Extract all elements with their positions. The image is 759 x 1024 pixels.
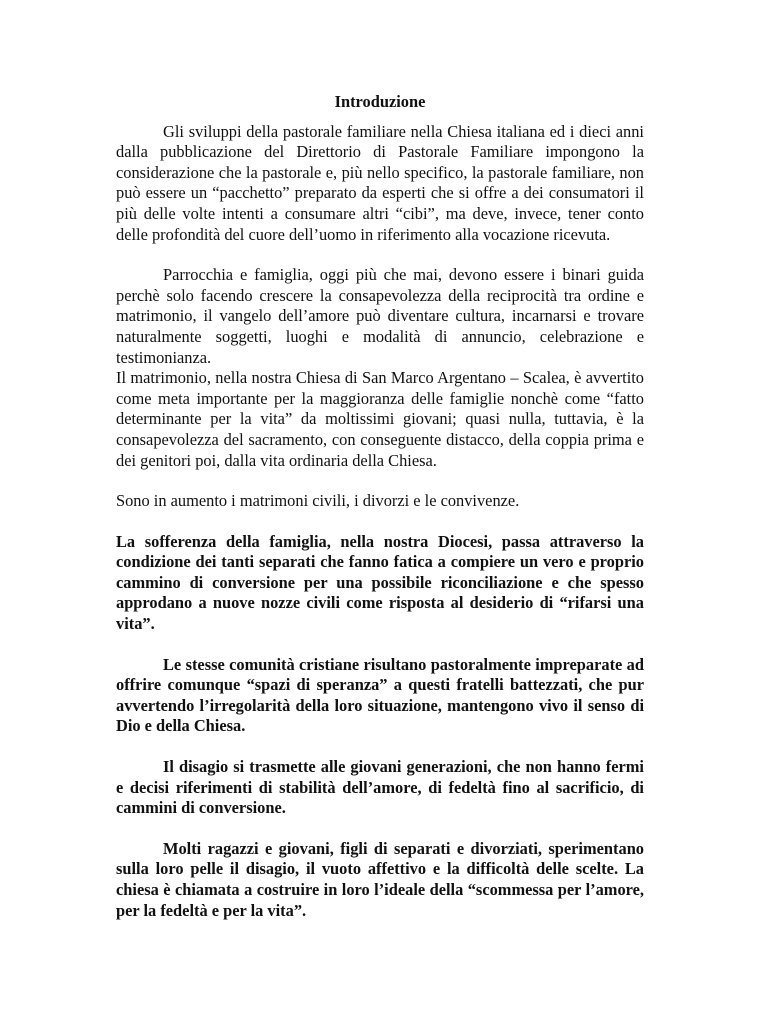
document-page [116,92,644,921]
paragraph-sofferenza: La sofferenza della famiglia, nella nostra Diocesi, passa attraverso la condizione dei tanti separati che fanno fatica a compiere un vero e proprio cammino di conversione per una possibile riconciliazione e che spesso approdano a nuove nozze civili come risposta al desiderio di “rifarsi una vita”. [116,531,644,634]
paragraph-matrimonio: Il matrimonio, nella nostra Chiesa di San Marco Argentano – Scalea, è avvertito come meta importante per la maggioranza delle famiglie nonchè come “fatto determinante per la vita” da moltissimi giovani; quasi nulla, tuttavia, è la consapevolezza del sacramento, con conseguente distacco, della coppia prima e dei genitori poi, dalla vita ordinaria della Chiesa. [116,368,644,470]
paragraph-aumento: Sono in aumento i matrimoni civili, i divorzi e le convivenze. [116,491,520,511]
paragraph-intro: Gli sviluppi della pastorale familiare nella Chiesa italiana ed i dieci anni dalla pubblicazione del Direttorio di Pastorale Familiare impongono la considerazione che la pastorale e, più nello specifico, la pastorale familiare, non può essere un “pacchetto” preparato da esperti che si offre a dei consumatori il più delle volte intenti a consumare altri “cibi”, ma deve, invece, tener conto delle profondità del cuore dell’uomo in riferimento alla vocazione ricevuta. [116,121,644,244]
paragraph-parrocchia: Parrocchia e famiglia, oggi più che mai, devono essere i binari guida perchè solo facendo crescere la consapevolezza della reciprocità tra ordine e matrimonio, il vangelo dell’amore può diventare cultura, incarnarsi e trovare naturalmente soggetti, luoghi e modalità di annuncio, celebrazione e testimonianza. [116,265,644,367]
document-title: Introduzione [334,92,426,111]
paragraph-comunita: Le stesse comunità cristiane risultano pastoralmente impreparate ad offrire comunque “spazi di speranza” a questi fratelli battezzati, che pur avvertendo l’irregolarità della loro situazione, mantengono vivo il senso di Dio e della Chiesa. [116,654,644,736]
paragraph-disagio: Il disagio si trasmette alle giovani generazioni, che non hanno fermi e decisi riferimenti di stabilità dell’amore, di fedeltà fino al sacrificio, di cammini di conversione. [116,757,644,818]
paragraph-giovani: Molti ragazzi e giovani, figli di separati e divorziati, sperimentano sulla loro pelle il disagio, il vuoto affettivo e la difficoltà delle scelte. La chiesa è chiamata a costruire in loro l’ideale della “scommessa per l’amore, per la fedeltà e per la vita”. [116,838,644,920]
